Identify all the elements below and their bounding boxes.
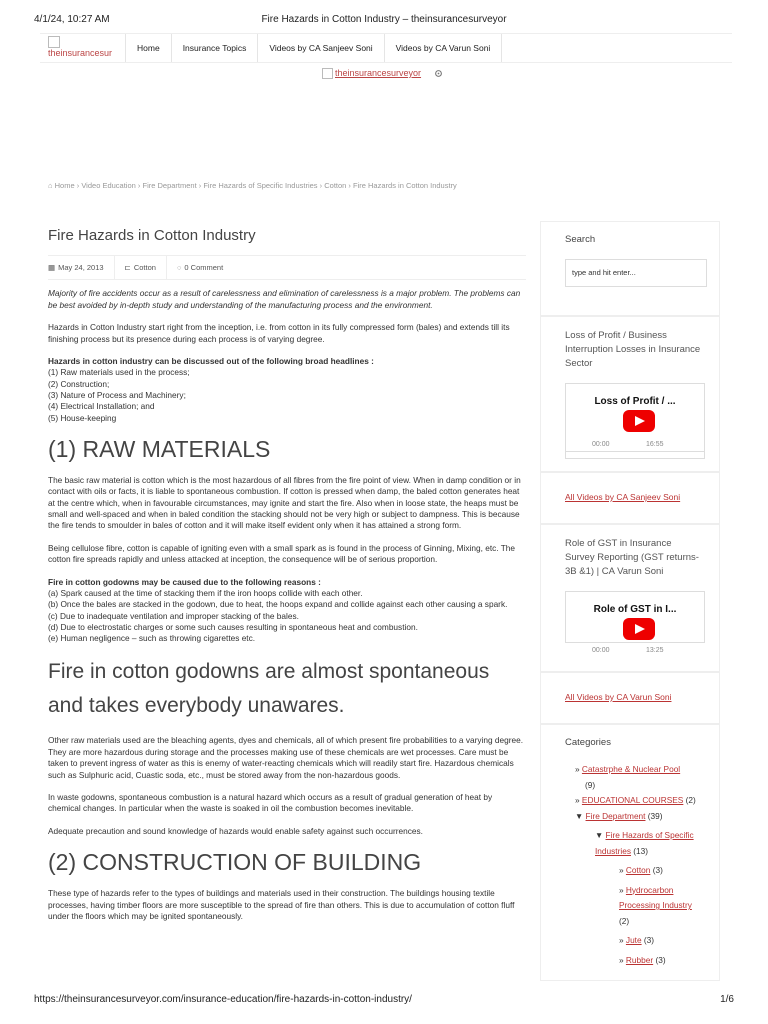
nav-home[interactable]: Home <box>125 34 171 62</box>
category-count: (39) <box>647 810 663 821</box>
category-link[interactable]: Rubber <box>625 954 654 965</box>
category-item: » Cotton (3) <box>619 865 663 875</box>
post-content <box>48 226 526 934</box>
post-date <box>48 256 115 279</box>
breadcrumb-home[interactable]: Home <box>54 181 75 190</box>
video-widget-2-title: Role of GST in Insurance Survey Reporting (GST returns-3B &1) | CA Varun Soni <box>565 538 699 577</box>
search-input[interactable]: type and hit enter... <box>565 259 707 287</box>
broken-image-icon <box>48 36 60 48</box>
search-widget-title: Search <box>565 234 596 245</box>
list-item: (c) Due to inadequate ventilation and improper stacking of the bales. <box>48 610 299 621</box>
paragraph: Hazards in Cotton Industry start right from the inception, i.e. from cotton in its fully compressed form (bales) and extends till its finishing process but its presence during each process is of varying degree. <box>48 322 510 344</box>
post-meta <box>48 255 526 280</box>
all-videos-varun-link[interactable]: All Videos by CA Varun Soni <box>565 692 672 702</box>
broken-image-icon <box>322 68 333 79</box>
category-count: (3) <box>643 935 655 945</box>
site-logo-alt: theinsurancesur <box>48 48 113 58</box>
paragraph: Other raw materials used are the bleaching agents, dyes and chemicals, all of which present fire probabilities to a varying degree. They are more hazardous during storage and the processes making use of these chemicals are wet processes. Care must be taken to prevent ingress of water as this is enemy of water-reacting chemicals which will readily start fire. Hazardous chemicals such as Sulphuric acid, Cuastic soda, etc., must be stored away from the non-hazardous goods. <box>48 735 524 780</box>
list-item: (4) Electrical Installation; and <box>48 401 155 412</box>
category-item <box>565 828 703 859</box>
video-1-current-time: 00:00 <box>592 441 610 448</box>
center-logo[interactable] <box>322 68 421 79</box>
home-icon: ⌂ <box>48 181 53 190</box>
category-item: » Jute (3) <box>619 935 655 945</box>
category-link[interactable]: Cotton <box>625 865 651 875</box>
link-widget-2 <box>540 672 720 724</box>
main-nav <box>125 34 502 62</box>
post-category-text[interactable]: Cotton <box>133 263 156 273</box>
category-item: » Hydrocarbon Processing Industry (2) <box>619 884 692 926</box>
search-icon[interactable] <box>434 69 443 78</box>
paragraph: The basic raw material is cotton which is the most hazardous of all fibres from the fire point of view. When in damp condition or in contact with oils or facts, it is liable to spontaneous combustion. If cotton is pressed when damp, the baled cotton generates heat at the centre which, when in favourable circumstances, may ignite and start the fire. Also when in loose state, the heaps must be small and well-spaced and when in baled condition the stacking should not be very high or subject to dampness. This is because the fire tends to smoulder in bales of cotton and it will make itself evident only when it has attained a strong form. <box>48 474 521 531</box>
all-videos-sanjeev-link[interactable]: All Videos by CA Sanjeev Soni <box>565 492 681 502</box>
heading-raw-materials: (1) RAW MATERIALS <box>48 435 271 462</box>
video-2-duration: 13:25 <box>646 647 664 654</box>
list-item: (2) Construction; <box>48 378 110 389</box>
video-progress-bar[interactable] <box>566 451 704 452</box>
category-link[interactable]: Hydrocarbon Processing Industry <box>619 884 692 910</box>
category-count: (2) <box>619 915 630 926</box>
category-count: (3) <box>655 954 666 965</box>
triangle-down-icon[interactable]: ▼ <box>575 810 584 821</box>
category-count: (3) <box>652 865 663 875</box>
headlines-list <box>48 356 526 424</box>
pull-quote: Fire in cotton godowns are almost spontaneous and takes everybody unawares. <box>48 660 490 718</box>
headlines-lead: Hazards in cotton industry can be discussed out of the following broad headlines : <box>48 356 374 367</box>
paragraph: Being cellulose fibre, cotton is capable of igniting even with a small spark as is found in the process of Ginning, Mixing, etc. The cotton fire spreads rapidly and unless attacked at inception, the consequence will be of serious proportion. <box>48 542 516 565</box>
calendar-icon: ▦ <box>48 263 56 273</box>
categories-list <box>565 762 703 968</box>
triangle-down-icon[interactable]: ▼ <box>595 830 604 840</box>
categories-widget <box>540 724 720 981</box>
sidebar <box>540 221 720 981</box>
category-count: (2) <box>685 795 696 805</box>
video-embed-2[interactable] <box>565 591 705 654</box>
top-navigation-bar <box>40 33 732 63</box>
category-item: » Catastrphe & Nuclear Pool <box>575 764 681 774</box>
list-item: (3) Nature of Process and Machinery; <box>48 389 186 400</box>
category-link[interactable]: EDUCATIONAL COURSES <box>581 795 684 805</box>
video-2-current-time: 00:00 <box>592 647 610 654</box>
nav-videos-sanjeev-soni[interactable]: Videos by CA Sanjeev Soni <box>257 34 383 62</box>
breadcrumb: ⌂ Home › Video Education › Fire Department › Fire Hazards of Specific Industries › Cotton › Fire Hazards in Cotton Industry <box>48 181 457 190</box>
paragraph: Adequate precaution and sound knowledge of hazards would enable safety against such occurrences. <box>48 825 423 836</box>
category-link[interactable]: Jute <box>625 935 642 945</box>
category-count: (13) <box>633 845 649 856</box>
print-page-number: 1/6 <box>720 994 734 1005</box>
list-item: (d) Due to electrostatic charges or some such causes resulting in spontaneous heat and combustion. <box>48 621 418 632</box>
post-category[interactable] <box>115 256 167 279</box>
print-footer <box>34 994 734 1008</box>
breadcrumb-video-education[interactable]: Video Education <box>81 181 136 190</box>
list-item: (e) Human negligence – such as throwing cigarettes etc. <box>48 633 256 644</box>
print-datetime: 4/1/24, 10:27 AM <box>34 14 110 25</box>
center-logo-alt: theinsurancesurveyor <box>335 68 422 78</box>
paragraph: These type of hazards refer to the types of buildings and materials used in their construction. The buildings housing textile processes, having timber floors are more susceptible to the spread of fire than others. This is due to accumulation of cotton fluff under the floors which may be ignited spontaneously. <box>48 888 515 922</box>
nav-videos-varun-soni[interactable]: Videos by CA Varun Soni <box>384 34 503 62</box>
nav-insurance-topics[interactable]: Insurance Topics <box>171 34 258 62</box>
play-button-icon[interactable] <box>623 618 655 640</box>
intro-paragraph: Majority of fire accidents occur as a result of carelessness and elimination of carelessness is a major problem. The problems can be best avoided by in-depth study and understanding of the manufacturing process and the environment. <box>48 288 521 310</box>
post-comments-text[interactable]: 0 Comment <box>184 263 224 273</box>
link-widget-1 <box>540 472 720 524</box>
print-url: https://theinsurancesurveyor.com/insurance-education/fire-hazards-in-cotton-industry/ <box>34 994 412 1005</box>
breadcrumb-fire-hazards-specific[interactable]: Fire Hazards of Specific Industries <box>203 181 318 190</box>
breadcrumb-fire-department[interactable]: Fire Department <box>142 181 197 190</box>
comment-icon: ◌ <box>176 263 182 273</box>
video-1-duration: 16:55 <box>646 441 664 448</box>
list-item: (a) Spark caused at the time of stacking them if the iron hoops collide with each other. <box>48 587 363 598</box>
folder-icon: ⊏ <box>124 263 131 273</box>
site-logo[interactable] <box>48 36 126 60</box>
category-item <box>565 809 703 825</box>
search-widget <box>540 221 720 316</box>
print-header <box>34 14 734 28</box>
categories-title: Categories <box>565 737 611 748</box>
paragraph: In waste godowns, spontaneous combustion is a natural hazard which occurs as a result of gradual generation of heat by chemical changes. In particular when the waste is soaked in oil the combustion becomes inevitable. <box>48 792 493 814</box>
godown-reasons-list <box>48 577 526 645</box>
breadcrumb-current: Fire Hazards in Cotton Industry <box>353 181 457 190</box>
post-date-text: May 24, 2013 <box>58 263 104 273</box>
category-item: » Rubber (3) <box>619 954 666 965</box>
video-widget-1 <box>540 316 720 472</box>
video-2-label: Role of GST in I... <box>593 604 677 615</box>
post-title: Fire Hazards in Cotton Industry <box>48 227 256 244</box>
video-widget-2 <box>540 524 720 672</box>
category-link[interactable]: Fire Department <box>585 810 646 821</box>
post-comments[interactable] <box>167 256 233 279</box>
print-page-title: Fire Hazards in Cotton Industry – theinsurancesurveyor <box>261 14 507 25</box>
play-button-icon[interactable] <box>623 410 655 432</box>
category-count: (9) <box>585 779 596 790</box>
category-item: » EDUCATIONAL COURSES (2) <box>575 795 696 805</box>
video-embed-1[interactable] <box>565 383 705 459</box>
breadcrumb-cotton[interactable]: Cotton <box>324 181 347 190</box>
video-1-label: Loss of Profit / ... <box>594 396 676 407</box>
video-widget-1-title: Loss of Profit / Business Interruption Losses in Insurance Sector <box>565 330 701 369</box>
category-link[interactable]: Fire Hazards of Specific Industries <box>595 830 694 856</box>
category-link[interactable]: Catastrphe & Nuclear Pool <box>581 764 681 774</box>
list-item: (b) Once the bales are stacked in the godown, due to heat, the hoops expand and collide against each other causing a spark. <box>48 599 508 610</box>
list-item: (1) Raw materials used in the process; <box>48 367 190 378</box>
godown-lead: Fire in cotton godowns may be caused due to the following reasons : <box>48 576 321 587</box>
list-item: (5) House-keeping <box>48 412 117 423</box>
heading-construction: (2) CONSTRUCTION OF BUILDING <box>48 849 422 876</box>
